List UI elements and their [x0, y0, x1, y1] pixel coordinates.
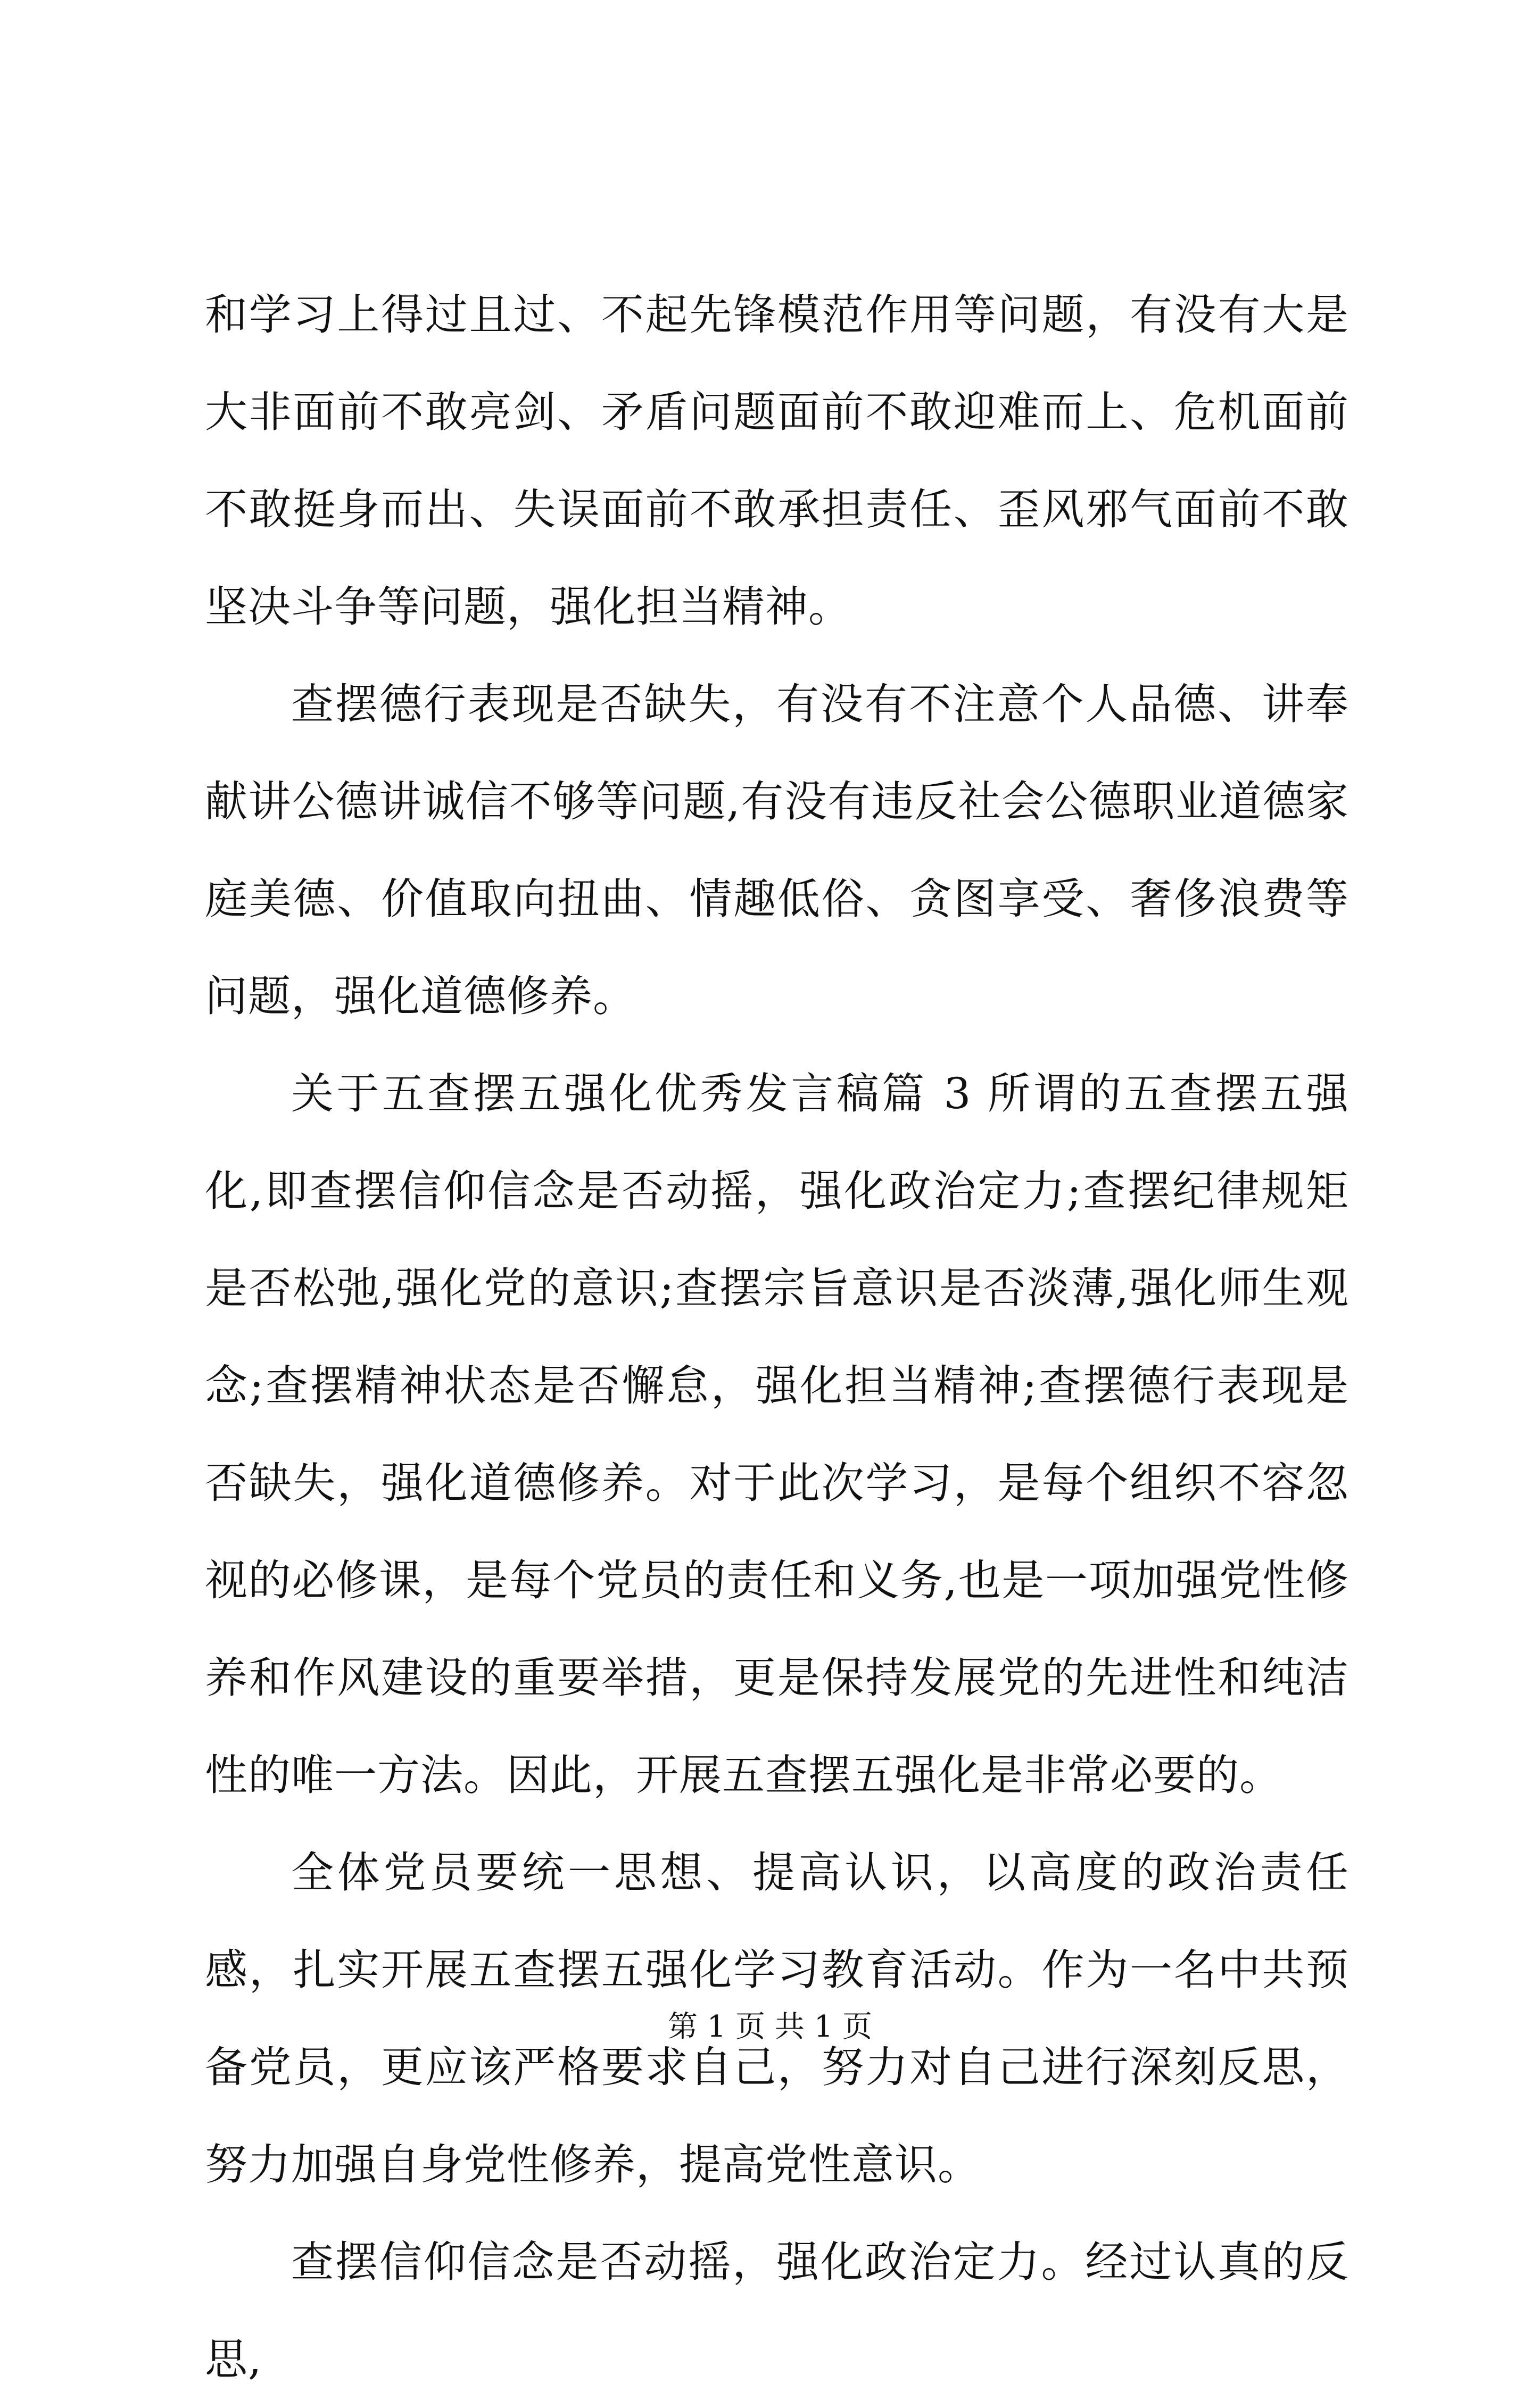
paragraph-3: 关于五查摆五强化优秀发言稿篇 3 所谓的五查摆五强化,即查摆信仰信念是否动摇，强化政治定力;查摆纪律规矩是否松弛,强化党的意识;查摆宗旨意识是否淡薄,强化师生观念;查摆精神状态是否懈怠，强化担当精神;查摆德行表现是否缺失，强化道德修养。对于此次学习，是每个组织不容忽视的必修课，是每个党员的责任和义务,也是一项加强党性修养和作风建设的重要举措，更是保持发展党的先进性和纯洁性的唯一方法。因此，开展五查摆五强化是非常必要的。 — [205, 1069, 1349, 1800]
page-footer: 第 1 页 共 1 页 — [667, 2010, 873, 2044]
paragraph-5: 查摆信仰信念是否动摇，强化政治定力。经过认真的反思, — [205, 2237, 1349, 2384]
paragraph-4: 全体党员要统一思想、提高认识，以高度的政治责任感，扎实开展五查摆五强化学习教育活动。作为一名中共预备党员，更应该严格要求自己，努力对自己进行深刻反思，努力加强自身党性修养，提高党性意识。 — [205, 1848, 1349, 2189]
paragraph-1: 和学习上得过且过、不起先锋模范作用等问题，有没有大是大非面前不敢亮剑、矛盾问题面前不敢迎难而上、危机面前不敢挺身而出、失误面前不敢承担责任、歪风邪气面前不敢坚决斗争等问题，强化担当精神。 — [205, 290, 1349, 632]
paragraph-2: 查摆德行表现是否缺失，有没有不注意个人品德、讲奉献讲公德讲诚信不够等问题,有没有违反社会公德职业道德家庭美德、价值取向扭曲、情趣低俗、贪图享受、奢侈浪费等问题，强化道德修养。 — [205, 679, 1349, 1021]
document-body — [205, 266, 1349, 2408]
